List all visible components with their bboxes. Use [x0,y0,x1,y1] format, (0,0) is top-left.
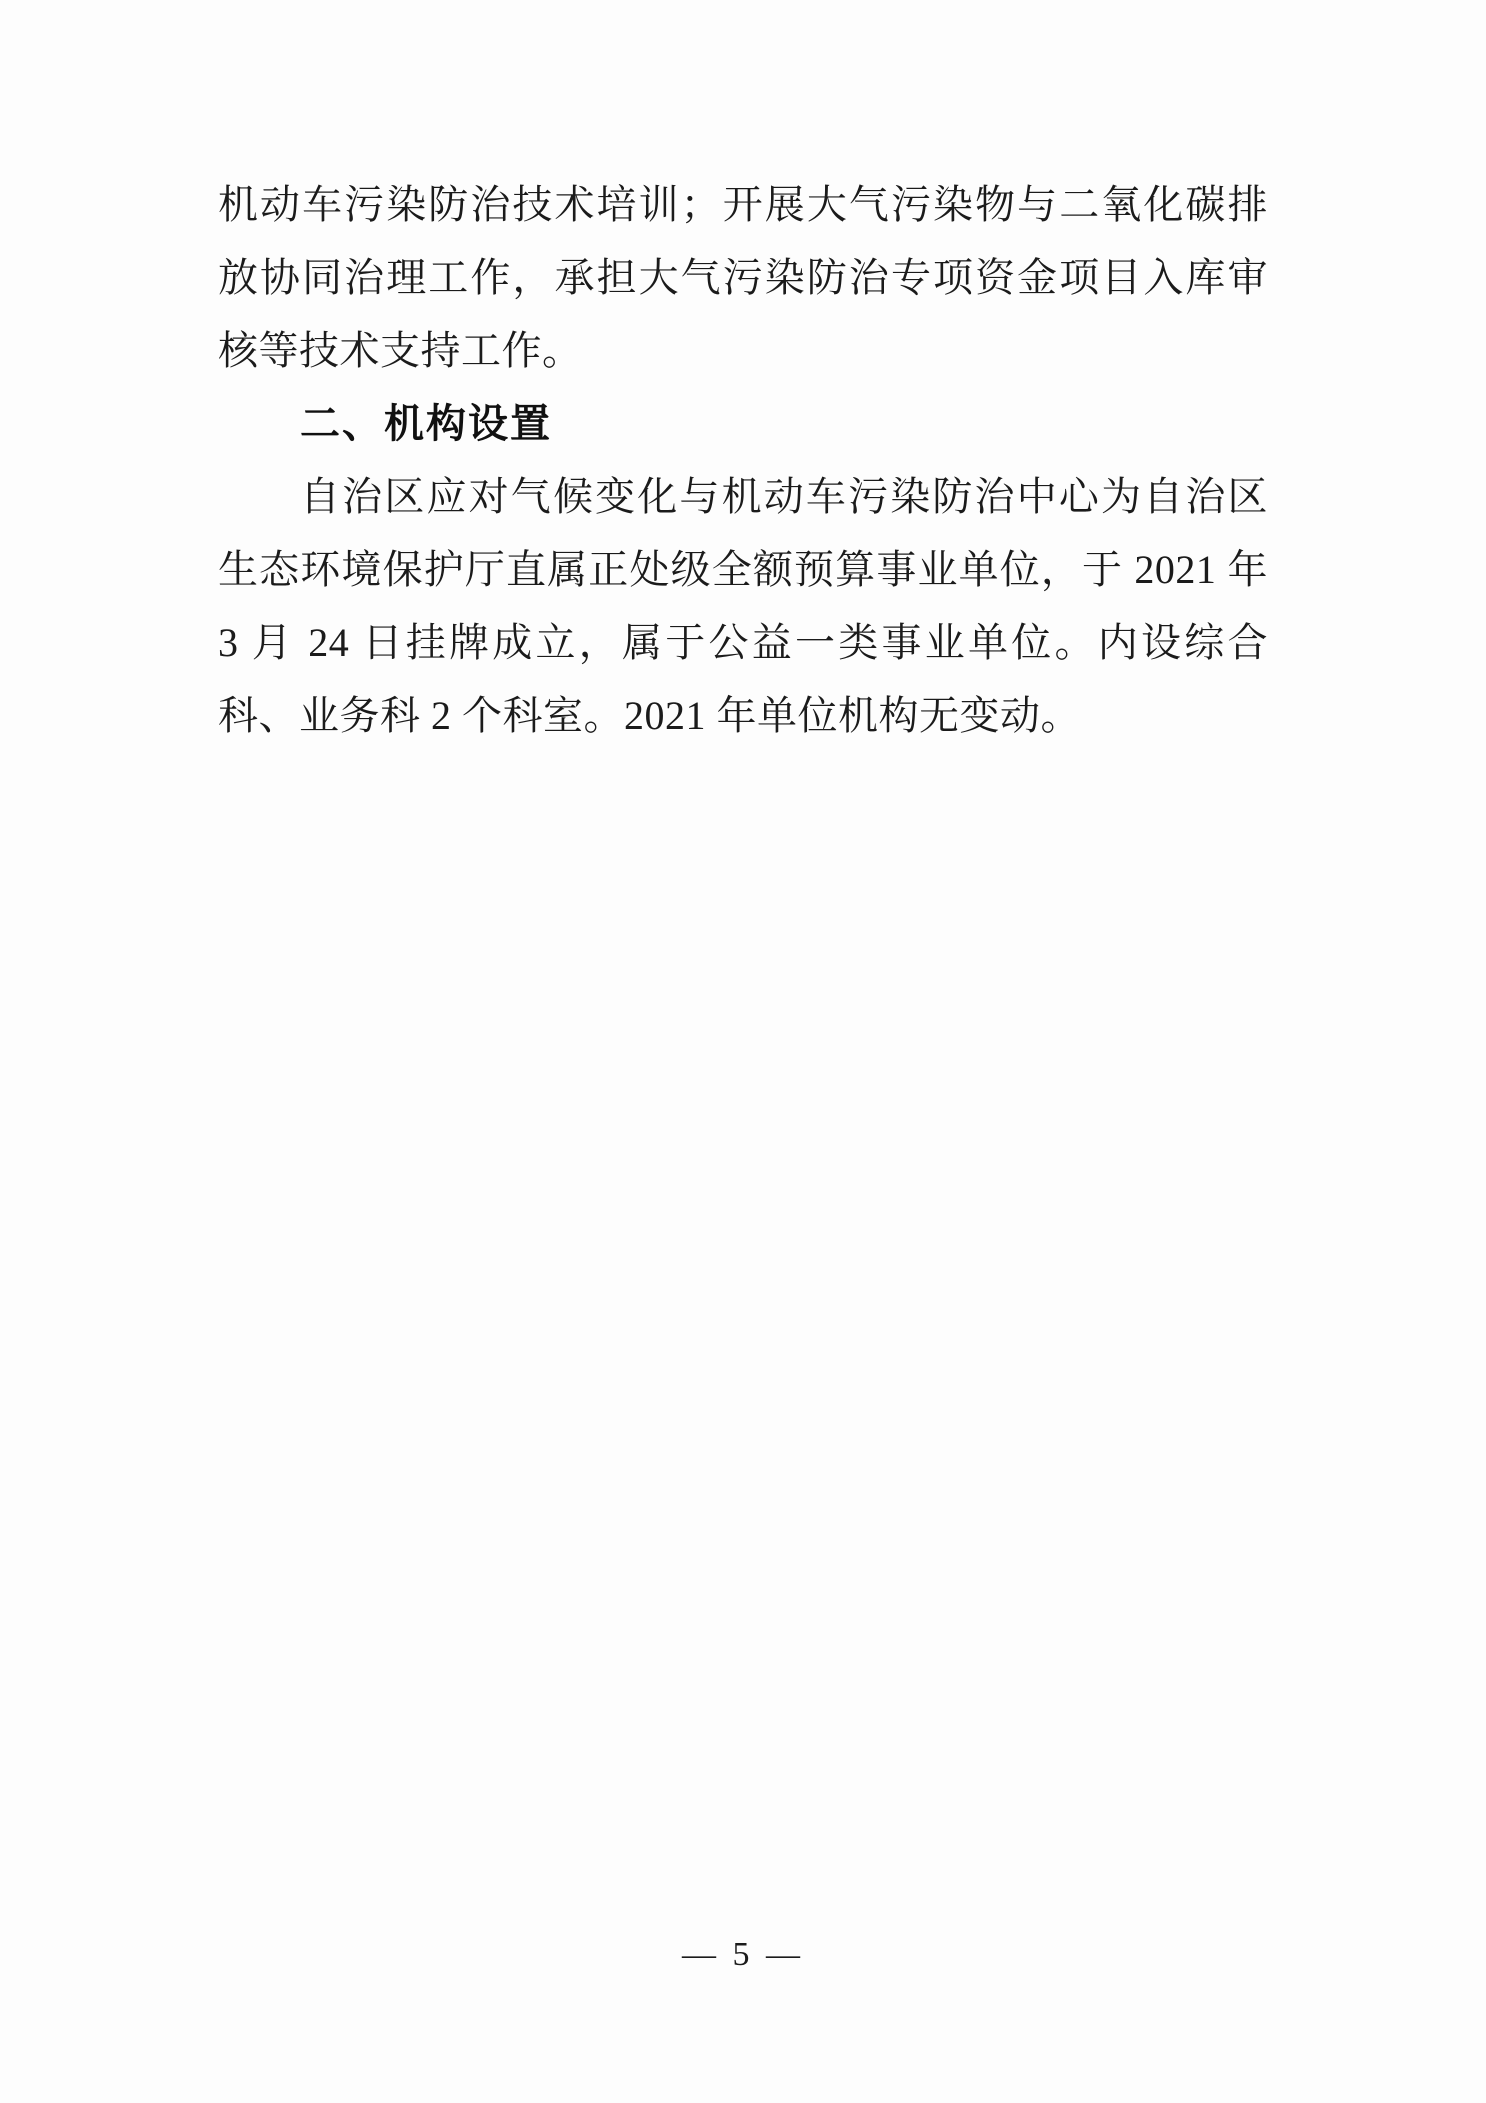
paragraph-continued: 机动车污染防治技术培训；开展大气污染物与二氧化碳排放协同治理工作，承担大气污染防治专项资金项目入库审核等技术支持工作。 [218,182,1268,373]
section-heading: 二、机构设置 [300,401,552,446]
page-number: — 5 — [682,1936,804,1973]
document-content [218,168,1268,752]
paragraph-section-body: 自治区应对气候变化与机动车污染防治中心为自治区生态环境保护厅直属正处级全额预算事业单位，于 2021 年 3 月 24 日挂牌成立，属于公益一类事业单位。内设综合科、业务科 2 个科室。2021 年单位机构无变动。 [218,474,1268,738]
